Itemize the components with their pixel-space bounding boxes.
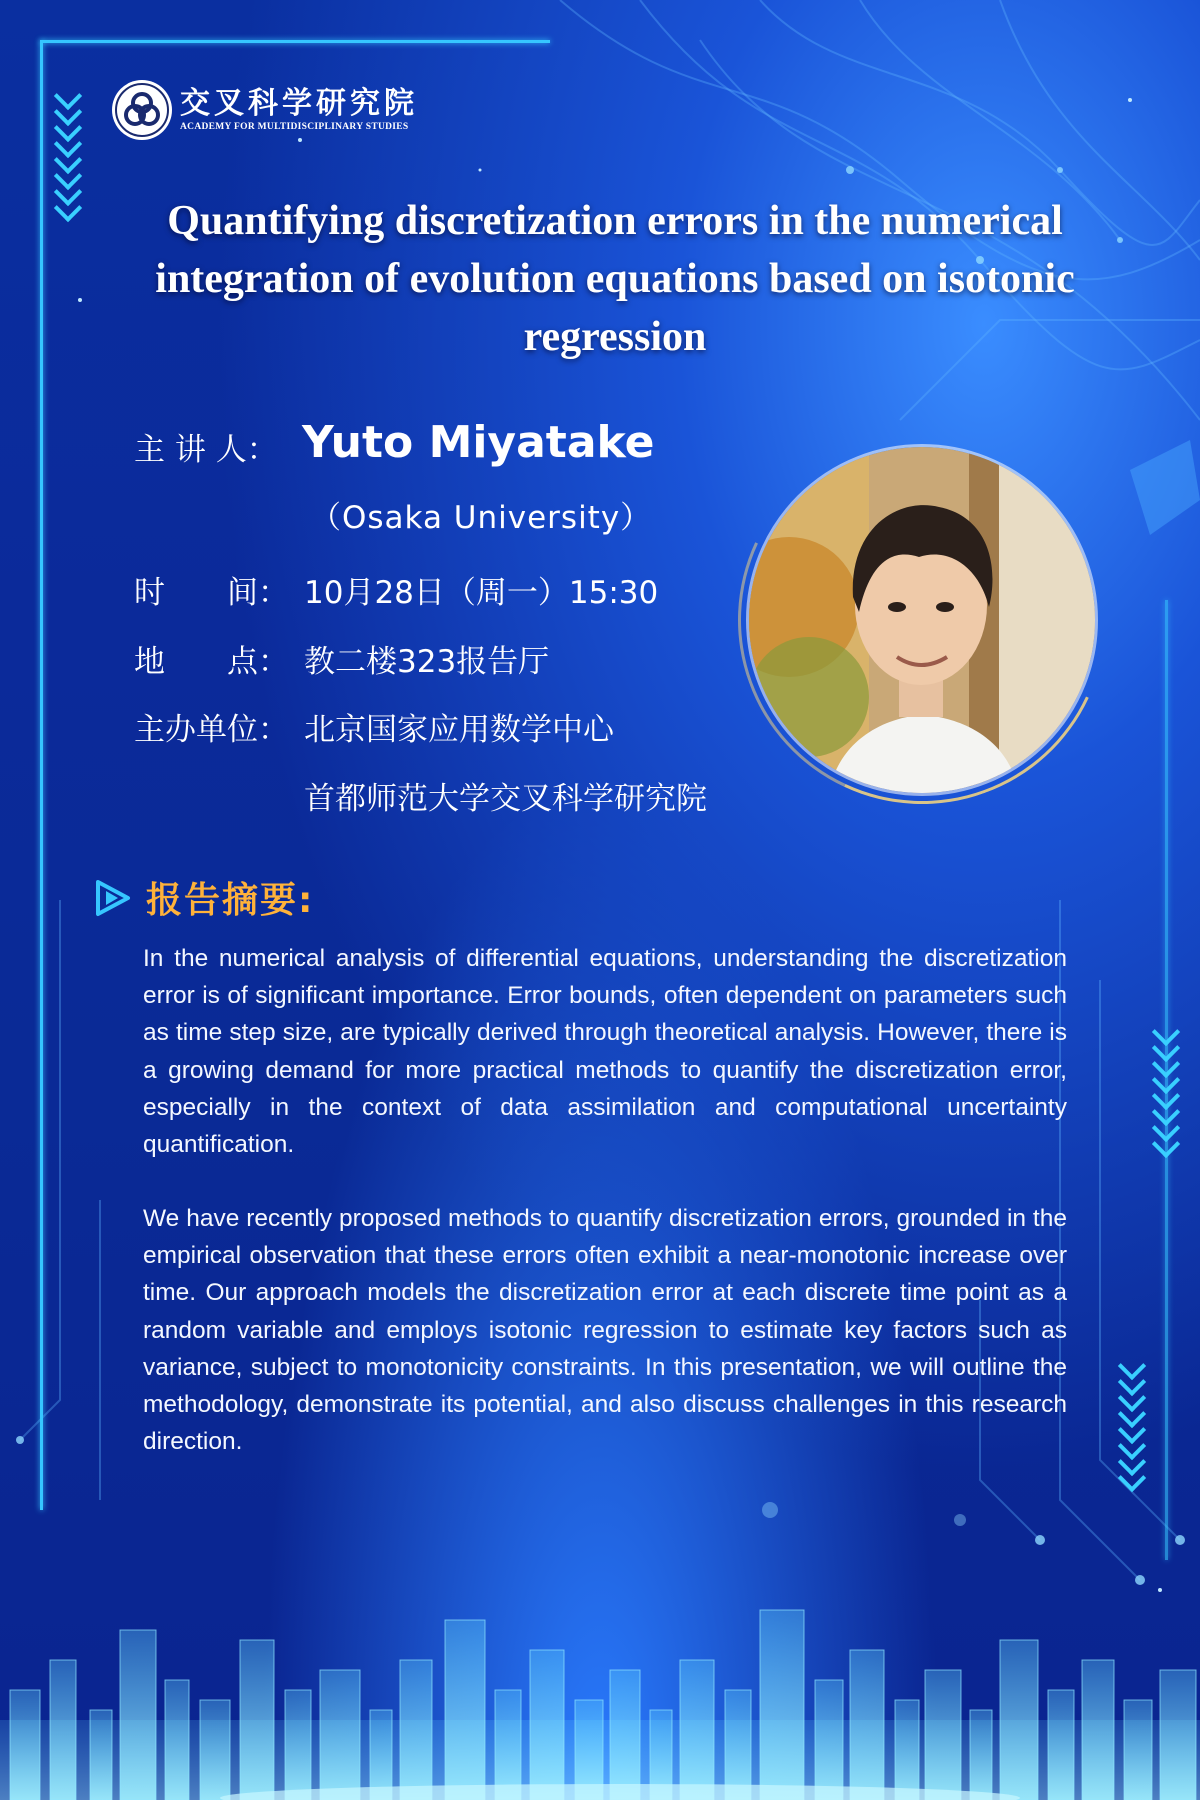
- speaker-name: Yuto Miyatake: [302, 417, 655, 468]
- abstract-paragraph-1: In the numerical analysis of differential equations, understanding the discretization error is of significant importance. Error bounds, often dependent on parameters such as time step size, are typically derived through theoretical analysis. However, there is a growing demand for more practical methods to quantify the discretization error, especially in the context of data assimilation and computational uncertainty quantification.: [143, 945, 1067, 1159]
- abstract-title: 报告摘要:: [146, 880, 315, 921]
- time-value: 10月28日（周一）15:30: [304, 575, 659, 611]
- frame-line-left: [40, 40, 43, 1510]
- speaker-affiliation: （Osaka University）: [310, 500, 653, 536]
- talk-title: Quantifying discretization errors in the numerical integration of evolution equations based on isotonic regression: [155, 198, 1075, 360]
- institution-name-chinese: 交叉科学研究院: [180, 86, 418, 121]
- frame-line-top: [40, 40, 550, 43]
- speaker-label: 主 讲 人：: [134, 432, 278, 468]
- host-value-2: 首都师范大学交叉科学研究院: [304, 781, 707, 817]
- institution-emblem-icon: [112, 80, 172, 140]
- abstract-heading: [92, 872, 314, 923]
- host-label: 主办单位：: [134, 712, 289, 748]
- host-value-1: 北京国家应用数学中心: [304, 712, 614, 748]
- time-label: 时 间：: [134, 575, 289, 611]
- place-value: 教二楼323报告厅: [304, 644, 550, 680]
- abstract-paragraph-2: We have recently proposed methods to quantify discretization errors, grounded in the empirical observation that these errors often exhibit a near-monotonic increase over time. Our approach models the discretization error at each discrete time point as a random variable and employs isotonic regression to estimate key factors such as variance, subject to monotonicity constraints. In this presentation, we will outline the methodology, demonstrate its potential, and also discuss challenges in this research direction.: [143, 1205, 1067, 1456]
- city-skyline-decoration: [0, 1570, 1200, 1800]
- play-triangle-icon: [92, 878, 132, 918]
- place-label: 地 点：: [134, 644, 289, 680]
- chevron-decoration-right-top: [1156, 1026, 1176, 1154]
- institution-logo: [112, 80, 418, 140]
- chevron-decoration-left: [58, 90, 78, 218]
- institution-name-english: ACADEMY FOR MULTIDISCIPLINARY STUDIES: [180, 122, 409, 132]
- speaker-photo: [746, 444, 1098, 796]
- chevron-decoration-right-bottom: [1122, 1360, 1142, 1488]
